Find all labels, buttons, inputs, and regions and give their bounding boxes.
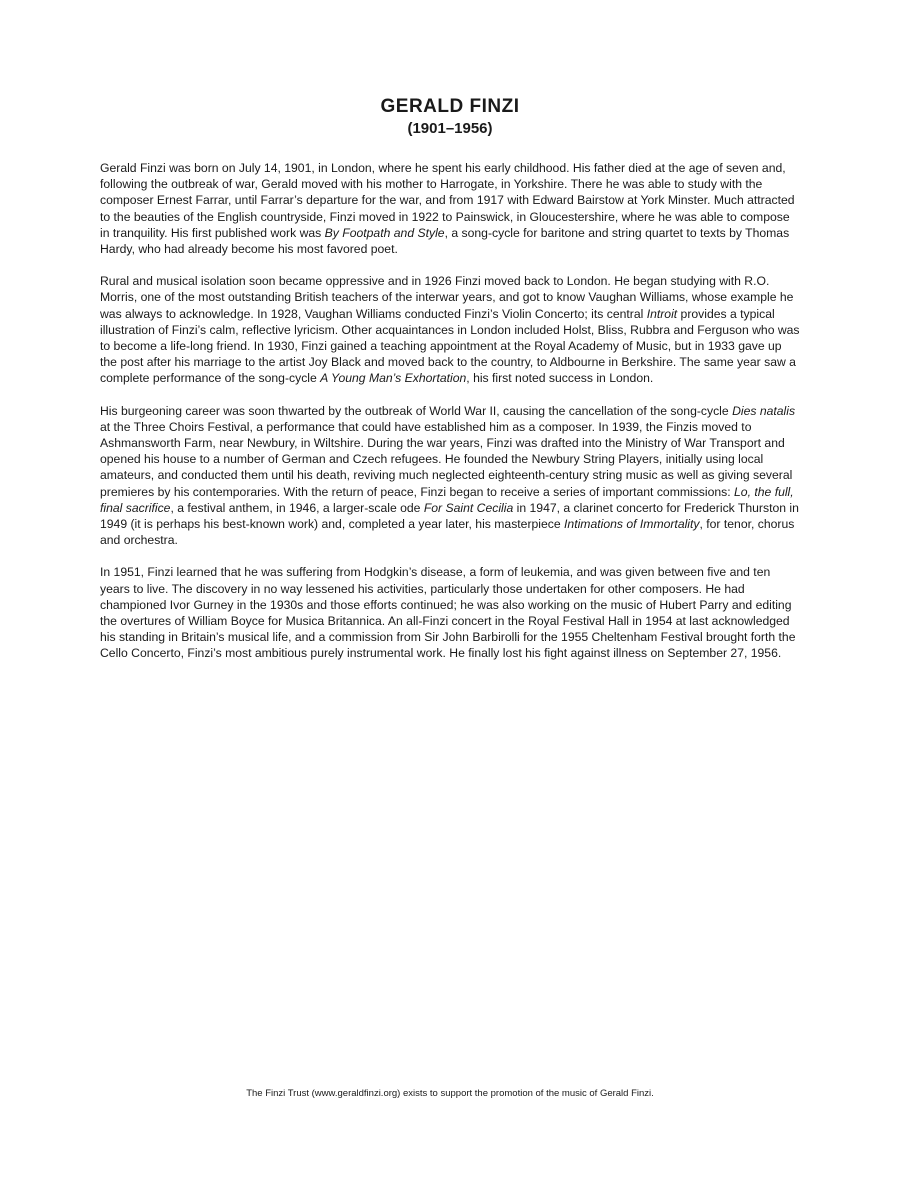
paragraph-early-life — [100, 160, 800, 257]
work-title: Dies natalis — [732, 403, 796, 418]
work-title: Introit — [646, 306, 678, 321]
paragraph-text: at the Three Choirs Festival, a performance that could have established him as a composer. In 1939, the Finzis moved to Ashmansworth Farm, near Newbury, in Wiltshire. During the war years, Finzi was drafted into the Ministry of War Transport and opened his house to a number of German and Czech refugees. He founded the Newbury String Players, initially using local amateurs, and conducted them until his death, reviving much neglected eighteenth-century string music as well as giving several premieres by his contemporaries. With the return of peace, Finzi began to receive a series of important commissions: — [100, 419, 793, 499]
page-subtitle-dates: (1901–1956) — [407, 120, 493, 137]
page-title: GERALD FINZI — [380, 96, 520, 117]
footer-note: The Finzi Trust (www.geraldfinzi.org) exists to support the promotion of the music of Gerald Finzi. — [246, 1088, 654, 1099]
work-title: A Young Man’s Exhortation — [320, 371, 467, 386]
work-title: By Footpath and Style — [324, 225, 445, 240]
work-title: For Saint Cecilia — [423, 500, 514, 515]
paragraph-text: provides a typical illustration of Finzi’s calm, reflective lyricism. Other acquaintances in London included Holst, Bliss, Rubbra and Ferguson who was to become a life-long friend. In 1930, Finzi gained a teaching appointment at the Royal Academy of Music, but in 1933 gave up the post after his marriage to the artist Joy Black and moved back to the country, to Aldbourne in Berkshire. The same year saw a complete performance of the song-cycle — [100, 306, 800, 386]
paragraph-text: Rural and musical isolation soon became oppressive and in 1926 Finzi moved back to London. He began studying with R.O. Morris, one of the most outstanding British teachers of the interwar years, and got to know Vaughan Williams, whose example he was always to acknowledge. In 1928, Vaughan Williams conducted Finzi’s Violin Concerto; its central — [100, 274, 794, 321]
biography-body — [100, 160, 800, 678]
paragraph-text: , for tenor, chorus and orchestra. — [100, 517, 795, 548]
paragraph-text: in 1947, a clarinet concerto for Frederick Thurston in 1949 (it is perhaps his best-known work) and, completed a year later, his masterpiece — [100, 500, 799, 532]
paragraph-war-years — [100, 403, 800, 549]
paragraph-final-years — [100, 564, 800, 661]
paragraph-text: , his first noted success in London. — [466, 371, 654, 386]
paragraph-text: His burgeoning career was soon thwarted by the outbreak of World War II, causing the cancellation of the song-cycle — [100, 403, 733, 418]
paragraph-text: In 1951, Finzi learned that he was suffering from Hodgkin’s disease, a form of leukemia, and was given between five and ten years to live. The discovery in no way lessened his activities, particularly those undertaken for other composers. He had championed Ivor Gurney in the 1930s and those efforts continued; he was also working on the music of Hubert Parry and editing the overtures of William Boyce for Musica Britannica. An all-Finzi concert in the Royal Festival Hall in 1954 at last acknowledged his standing in Britain’s musical life, and a commission from Sir John Barbirolli for the 1955 Cheltenham Festival brought forth the Cello Concerto, Finzi’s most ambitious purely instrumental work. He finally lost his fight against illness on September 27, 1956. — [100, 565, 796, 661]
paragraph-london-years — [100, 273, 800, 386]
work-title: Intimations of Immortality — [564, 517, 700, 532]
paragraph-text: , a song-cycle for baritone and string quartet to texts by Thomas Hardy, who had already become his most favored poet. — [100, 225, 790, 257]
paragraph-text: Gerald Finzi was born on July 14, 1901, in London, where he spent his early childhood. His father died at the age of seven and, following the outbreak of war, Gerald moved with his mother to Harrogate, in Yorkshire. There he was able to study with the composer Ernest Farrar, until Farrar’s departure for the war, and from 1917 with Edward Bairstow at York Minster. Much attracted to the beauties of the English countryside, Finzi moved in 1922 to Painswick, in Gloucestershire, where he was able to compose in tranquility. His first published work was — [100, 161, 795, 240]
paragraph-text: , a festival anthem, in 1946, a larger-scale ode — [170, 500, 424, 515]
work-title: Lo, the full, final sacrifice — [100, 484, 794, 515]
